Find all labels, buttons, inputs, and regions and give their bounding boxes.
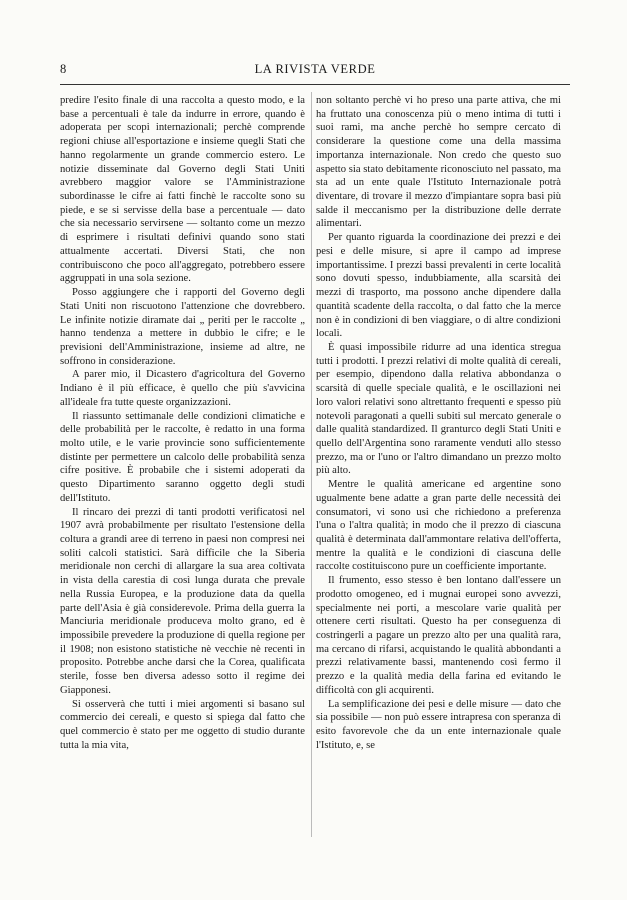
column-divider [311, 92, 312, 837]
paragraph: A parer mio, il Dicastero d'agricoltura del Governo Indiano è il più efficace, è quello che più s'avvicina all'ideale fra tutte queste organizzazioni. [60, 369, 305, 408]
paragraph: non soltanto perchè vi ho preso una parte attiva, che mi ha fruttato una conoscenza più o meno intima di tutti i suoi rami, ma anche perchè ho sempre cercato di considerare la questione come una della massima importanza internazionale. Non credo che questo suo aspetto sia stato debitamente riconosciuto nel passato, ma sta ad un ente quale l'Istituto Internazionale potrà diventare, di trovare il mezzo d'impiantare sopra basi più salde il meccanismo per la distribuzione delle derrate alimentari. [316, 95, 561, 230]
left-column [60, 94, 305, 753]
paragraph: È quasi impossibile ridurre ad una identica stregua tutti i prodotti. I prezzi relativi di molte qualità di cereali, per esempio, dipendono dalla relativa abbondanza o scarsità di quelle speciale qualità, e le oscillazioni nei loro valori relativi sono altrettanto frequenti e spesso più notevoli paragonati a quelli subiti sul mercato generale o dalle qualità standardized. Il granturco degli Stati Uniti e quello dell'Argentina sono raramente venduti allo stesso prezzo, ma or l'uno or l'altro dimandano un prezzo molto più alto. [316, 341, 561, 477]
paragraph: Il riassunto settimanale delle condizioni climatiche e delle probabilità per le raccolte, è redatto in una forma molto utile, e le varie provincie sono sufficientemente distinte per permettere un calcolo delle probabilità senza cifre positive. È probabile che i sistemi adoperati da questo Dipartimento saranno oggetto degli studi dell'Istituto. [60, 410, 305, 504]
paragraph: La semplificazione dei pesi e delle misure — dato che sia possibile — non può essere intrapresa con speranza di esito favorevole che da un ente internazionale quale l'Istituto, e, se [316, 698, 561, 751]
journal-title: LA RIVISTA VERDE [254, 62, 376, 76]
paragraph: Il frumento, esso stesso è ben lontano dall'essere un prodotto omogeneo, ed i mugnai europei sono avvezzi, specialmente nei porti, a mescolare varie qualità per ottenere certi risultati. Questo ha per conseguenza di costringerli a pagare un prezzo alto per una qualità rara, ma cercano di rifarsi, acquistando le qualità abbondanti a prezzi relativamente bassi, mantenendo così fermo il prezzo e la qualità media della farina ed evitando le difficoltà con gli acquirenti. [316, 575, 561, 696]
header-rule [60, 84, 570, 85]
paragraph: Il rincaro dei prezzi di tanti prodotti verificatosi nel 1907 avrà probabilmente per risultato l'estensione della coltura a grandi aree di terreno in paesi non compresi nei soliti calcoli statistici. Sarà difficile che la Siberia meridionale non cerchi di allargare la sua area coltivata in vista della carestia di così lunga durata che prevale nella Russia Europea, e la produzione data da quella parte dell'Asia è già considerevole. Prima della guerra la Manciuria meridionale produceva molto grano, ed è impossibile prevedere la produzione di quella regione per il 1908; non esistono statistiche nè vecchie nè recenti in proposito. Potrebbe anche darsi che la Corea, qualificata sterile, fosse ben diversa adesso sotto il regime dei Giapponesi. [60, 506, 305, 696]
paragraph: Posso aggiungere che i rapporti del Governo degli Stati Uniti non riscuotono l'attenzione che dovrebbero. Le infinite notizie diramate dai „ periti per le raccolte „ hanno tendenza a mettere in dubbio le cifre; e le previsioni dell'Amministrazione, insieme ad altre, ne soffrono in considerazione. [60, 287, 305, 367]
paragraph: Mentre le qualità americane ed argentine sono ugualmente bene adatte a gran parte delle necessità dei consumatori, vi sono usi che richiedono a preferenza l'una o l'altra qualità; in modo che il prezzo di ciascuna qualità è determinata dall'ammontare relativa dell'offerta, mentre la qualità e le condizioni di ciascuna delle raccolte costituiscono pure un coefficiente importante. [316, 479, 561, 573]
page-number: 8 [60, 62, 67, 76]
paragraph: predire l'esito finale di una raccolta a questo modo, e la base a percentuali è tale da indurre in errore, quando è adoperata per scopi internazionali; perchè comprende regioni chiuse all'esportazione e insieme quegli Stati che hanno regolarmente un grande commercio estero. Le notizie disseminate dal Governo degli Stati Uniti avrebbero maggior valore se l'Amministrazione subordinasse le cifre ai fatti finchè le raccolte sono su piede, e se si servisse della base a percentuale — dato che sia necessario servirsene — soltanto come un mezzo di esprimere i risultati definivi quando sono stati attualmente accertati. Diversi Stati, che non contribuiscono che poco all'aggregato, potrebbero essere aggruppati in una sola sezione. [60, 95, 305, 285]
paragraph: Si osserverà che tutti i miei argomenti si basano sul commercio dei cereali, e questo si spiega dal fatto che quel commercio è stato per me oggetto di studio durante tutta la mia vita, [60, 698, 305, 751]
running-header [60, 62, 570, 78]
paragraph: Per quanto riguarda la coordinazione dei prezzi e dei pesi e delle misure, si apre il campo ad imprese importantissime. I prezzi bassi prevalenti in certe località sono dovuti spesso, indubbiamente, alla scarsità dei mezzi di trasporto, ma possono anche dipendere dalla quantità scadente della raccolta, o dal fatto che la merce non è in condizioni di ben viaggiare, o di altre condizioni locali. [316, 232, 561, 340]
right-column [316, 94, 561, 753]
